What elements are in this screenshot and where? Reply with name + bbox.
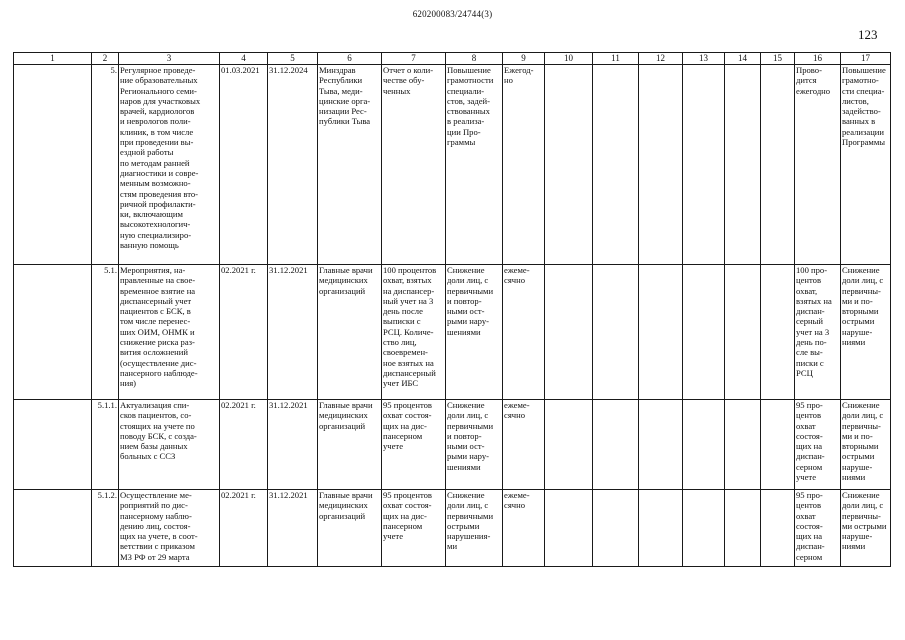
cell-text-line: охват состоя- <box>383 410 432 421</box>
cell-text-line: ежегодно <box>796 85 831 96</box>
cell-col-15 <box>761 490 795 567</box>
cell-text-line: писки с <box>796 357 824 368</box>
cell-text-line: МЗ РФ от 29 марта <box>120 551 190 562</box>
cell-text-line: ние образовательных <box>120 75 198 86</box>
cell-text-line: ветствии с приказом <box>120 541 195 552</box>
cell-text-line: первичны- <box>842 420 881 431</box>
cell-text-line: первичны- <box>842 510 881 521</box>
implementation-status <box>795 265 841 400</box>
cell-col-14 <box>725 265 761 400</box>
cell-text-line: низации Рес- <box>319 106 367 117</box>
cell-text-line: наруше- <box>842 326 873 337</box>
cell-text-line: ниями <box>842 541 866 552</box>
table-row <box>14 265 891 400</box>
cell-text-line: но <box>504 75 513 86</box>
cell-col-14 <box>725 490 761 567</box>
cell-text-line: диспансерный учет <box>120 295 192 306</box>
cell-text-line: медицинских <box>319 410 368 421</box>
cell-text-line: честве обу- <box>383 75 425 86</box>
cell-text-line: медицинских <box>319 275 368 286</box>
indicator <box>382 490 446 567</box>
cell-text-line: пансерном <box>383 430 423 441</box>
cell-text-line: серный <box>796 316 824 327</box>
cell-text-line: стям проведения вто- <box>120 188 199 199</box>
implementation-status <box>795 400 841 490</box>
cell-text-line: Снижение <box>447 265 485 275</box>
cell-text-line: ный учет на 3 <box>383 295 434 306</box>
cell-text-line: врачей, кардиологов <box>120 106 195 117</box>
cell-col-1 <box>14 265 92 400</box>
cell-text-line: Осуществление ме- <box>120 490 192 500</box>
cell-text-line: 95 процентов <box>383 490 432 500</box>
cell-text-line: 95 про- <box>796 400 823 410</box>
cell-col-11 <box>593 400 639 490</box>
end-date: 31.12.2021 <box>268 490 318 567</box>
cell-col-15 <box>761 65 795 265</box>
cell-text-line: первичны- <box>842 285 881 296</box>
cell-text-line: пансерному наблю- <box>120 510 192 521</box>
responsible-party <box>318 265 382 400</box>
cell-text-line: щих на учете, в соот- <box>120 531 198 542</box>
cell-text-line: ствованных <box>447 106 490 117</box>
cell-text-line: щих на дис- <box>383 420 427 431</box>
cell-text-line: острыми <box>447 520 480 531</box>
cell-text-line: ниями <box>842 337 866 348</box>
column-header: 3 <box>119 53 220 65</box>
result-achieved <box>841 65 891 265</box>
cell-text-line: поводу БСК, с созда- <box>120 430 197 441</box>
cell-text-line: стов, задей- <box>447 95 490 106</box>
cell-text-line: временное взятие на <box>120 285 196 296</box>
cell-text-line: Снижение <box>447 490 485 500</box>
column-header: 7 <box>382 53 446 65</box>
cell-text-line: организаций <box>319 420 366 431</box>
cell-text-line: ванных в <box>842 116 876 127</box>
implementation-status <box>795 490 841 567</box>
indicator <box>382 265 446 400</box>
cell-text-line: дению лиц, состоя- <box>120 520 191 531</box>
cell-col-13 <box>683 65 725 265</box>
cell-text-line: охват, взятых <box>383 275 432 286</box>
item-number: 5.1. <box>92 265 119 400</box>
cell-text-line: сле вы- <box>796 347 823 358</box>
result-achieved <box>841 400 891 490</box>
table-row <box>14 400 891 490</box>
cell-text-line: состоя- <box>796 520 823 531</box>
cell-text-line: охват состоя- <box>383 500 432 511</box>
column-header: 14 <box>725 53 761 65</box>
cell-text-line: ниями <box>842 472 866 483</box>
cell-text-line: ную специализиро- <box>120 229 192 240</box>
cell-text-line: ными ост- <box>447 306 485 317</box>
cell-text-line: доли лиц, с <box>842 410 884 421</box>
cell-text-line: сячно <box>504 410 525 421</box>
cell-text-line: и повтор- <box>447 430 482 441</box>
cell-text-line: Тыва, меди- <box>319 85 363 96</box>
cell-text-line: и повтор- <box>447 295 482 306</box>
cell-text-line: Актуализация спи- <box>120 400 190 410</box>
cell-col-12 <box>639 490 683 567</box>
cell-text-line: дится <box>796 75 817 86</box>
expected-result <box>446 265 503 400</box>
cell-text-line: 100 про- <box>796 265 828 275</box>
end-date: 31.12.2024 <box>268 65 318 265</box>
column-header: 8 <box>446 53 503 65</box>
cell-text-line: учете <box>796 472 817 483</box>
activity-description <box>119 265 220 400</box>
responsible-party <box>318 65 382 265</box>
cell-text-line: рыми нару- <box>447 451 490 462</box>
cell-text-line: охват <box>796 420 816 431</box>
cell-text-line: острыми <box>842 316 875 327</box>
cell-text-line: снижение риска раз- <box>120 337 195 348</box>
cell-text-line: наров для участковых <box>120 95 201 106</box>
cell-text-line: и неврологов поли- <box>120 116 191 127</box>
cell-text-line: по методам ранней <box>120 157 190 168</box>
cell-text-line: Регионального семи- <box>120 85 197 96</box>
cell-text-line: правленные на свое- <box>120 275 196 286</box>
cell-text-line: выписки с <box>383 316 421 327</box>
column-header: 17 <box>841 53 891 65</box>
cell-text-line: 95 про- <box>796 490 823 500</box>
cell-text-line: ричной профилакти- <box>120 198 196 209</box>
cell-text-line: наруше- <box>842 461 873 472</box>
column-header: 15 <box>761 53 795 65</box>
cell-text-line: сячно <box>504 500 525 511</box>
cell-col-13 <box>683 265 725 400</box>
cell-text-line: роприятий по дис- <box>120 500 188 511</box>
cell-col-13 <box>683 400 725 490</box>
column-header: 6 <box>318 53 382 65</box>
cell-text-line: в реализа- <box>447 116 485 127</box>
frequency <box>503 265 545 400</box>
cell-text-line: Регулярное проведе- <box>120 65 196 75</box>
cell-text-line: диспан- <box>796 541 825 552</box>
cell-text-line: менным возможно- <box>120 178 191 189</box>
frequency <box>503 490 545 567</box>
responsible-party <box>318 490 382 567</box>
cell-text-line: при проведении вы- <box>120 137 194 148</box>
cell-text-line: ное взятых на <box>383 357 434 368</box>
cell-text-line: шениями <box>447 461 481 472</box>
column-header: 9 <box>503 53 545 65</box>
cell-text-line: нием базы данных <box>120 441 188 452</box>
cell-text-line: ездной работы <box>120 147 174 158</box>
cell-text-line: пациентов с БСК, в <box>120 306 191 317</box>
cell-text-line: ство лиц, <box>383 337 417 348</box>
cell-text-line: острыми <box>842 451 875 462</box>
cell-col-11 <box>593 65 639 265</box>
column-header: 2 <box>92 53 119 65</box>
table-row <box>14 65 891 265</box>
cell-col-1 <box>14 490 92 567</box>
cell-text-line: Главные врачи <box>319 265 373 275</box>
cell-text-line: ежеме- <box>504 490 530 500</box>
cell-text-line: клиник, в том числе <box>120 126 194 137</box>
cell-col-1 <box>14 400 92 490</box>
cell-text-line: своевремен- <box>383 347 428 358</box>
cell-text-line: учет ИБС <box>383 378 419 389</box>
cell-text-line: учет на 3 <box>796 326 830 337</box>
cell-text-line: взятых на <box>796 295 832 306</box>
cell-text-line: учете <box>383 531 404 542</box>
cell-text-line: Отчет о коли- <box>383 65 434 75</box>
cell-text-line: цинские орга- <box>319 95 371 106</box>
cell-text-line: день после <box>383 306 423 317</box>
cell-text-line: сков пациентов, со- <box>120 410 192 421</box>
column-header: 13 <box>683 53 725 65</box>
frequency <box>503 400 545 490</box>
cell-text-line: Прово- <box>796 65 822 75</box>
cell-text-line: грамотности <box>447 75 494 86</box>
cell-text-line: состоя- <box>796 430 823 441</box>
cell-text-line: Республики <box>319 75 363 86</box>
cell-text-line: первичными <box>447 510 494 521</box>
cell-text-line: ции Про- <box>447 126 481 137</box>
cell-text-line: щих на <box>796 531 823 542</box>
cell-text-line: охват <box>796 510 816 521</box>
expected-result <box>446 65 503 265</box>
cell-text-line: ванную помощь <box>120 240 179 251</box>
cell-text-line: медицинских <box>319 500 368 511</box>
cell-text-line: день по- <box>796 337 827 348</box>
result-achieved <box>841 265 891 400</box>
cell-text-line: задейство- <box>842 106 881 117</box>
item-number: 5.1.2. <box>92 490 119 567</box>
start-date: 01.03.2021 <box>220 65 268 265</box>
document-id: 620200083/24744(3) <box>412 9 493 19</box>
expected-result <box>446 490 503 567</box>
start-date: 02.2021 г. <box>220 490 268 567</box>
cell-text-line: доли лиц, с <box>447 410 489 421</box>
cell-text-line: ки, включающим <box>120 209 183 220</box>
column-header: 11 <box>593 53 639 65</box>
end-date: 31.12.2021 <box>268 265 318 400</box>
cell-text-line: (осуществление дис- <box>120 357 197 368</box>
column-number-row <box>14 53 891 65</box>
cell-col-1 <box>14 65 92 265</box>
cell-text-line: ших ОИМ, ОНМК и <box>120 326 195 337</box>
cell-text-line: ми острыми <box>842 520 887 531</box>
cell-col-10 <box>545 490 593 567</box>
cell-text-line: щих на <box>796 441 823 452</box>
start-date: 02.2021 г. <box>220 400 268 490</box>
cell-text-line: Ежегод- <box>504 65 534 75</box>
cell-text-line: наруше- <box>842 531 873 542</box>
cell-text-line: шениями <box>447 326 481 337</box>
cell-text-line: Снижение <box>842 265 880 275</box>
cell-text-line: учете <box>383 441 404 452</box>
cell-text-line: ния) <box>120 378 137 389</box>
indicator <box>382 65 446 265</box>
cell-text-line: публики Тыва <box>319 116 371 127</box>
item-number: 5. <box>92 65 119 265</box>
cell-text-line: доли лиц, с <box>447 500 489 511</box>
cell-text-line: щих на дис- <box>383 510 427 521</box>
cell-text-line: том числе перенес- <box>120 316 191 327</box>
cell-col-11 <box>593 490 639 567</box>
cell-text-line: охват, <box>796 285 818 296</box>
cell-text-line: диагностики и совре- <box>120 167 199 178</box>
cell-text-line: стоящих на учете по <box>120 420 195 431</box>
cell-text-line: серном <box>796 461 823 472</box>
page-number: 123 <box>858 27 878 42</box>
cell-col-13 <box>683 490 725 567</box>
cell-text-line: Минздрав <box>319 65 356 75</box>
cell-text-line: первичными <box>447 420 494 431</box>
cell-col-12 <box>639 65 683 265</box>
cell-text-line: Снижение <box>842 490 880 500</box>
cell-col-10 <box>545 265 593 400</box>
cell-text-line: диспан- <box>796 451 825 462</box>
cell-text-line: первичными <box>447 285 494 296</box>
cell-text-line: вития осложнений <box>120 347 188 358</box>
column-header: 1 <box>14 53 92 65</box>
cell-text-line: ми и по- <box>842 430 873 441</box>
column-header: 10 <box>545 53 593 65</box>
cell-text-line: серном <box>796 551 823 562</box>
frequency <box>503 65 545 265</box>
cell-text-line: на диспансер- <box>383 285 435 296</box>
cell-text-line: ными ост- <box>447 441 485 452</box>
activity-description <box>119 490 220 567</box>
cell-text-line: 95 процентов <box>383 400 432 410</box>
cell-text-line: граммы <box>447 137 476 148</box>
start-date: 02.2021 г. <box>220 265 268 400</box>
cell-text-line: доли лиц, с <box>447 275 489 286</box>
cell-text-line: Повышение <box>842 65 886 75</box>
column-header: 16 <box>795 53 841 65</box>
cell-text-line: РСЦ <box>796 367 813 378</box>
cell-col-12 <box>639 265 683 400</box>
activity-description <box>119 400 220 490</box>
cell-col-15 <box>761 400 795 490</box>
cell-text-line: грамотно- <box>842 75 879 86</box>
cell-text-line: диспан- <box>796 306 825 317</box>
cell-text-line: организаций <box>319 285 366 296</box>
cell-col-14 <box>725 65 761 265</box>
cell-text-line: центов <box>796 500 822 511</box>
cell-text-line: ежеме- <box>504 400 530 410</box>
cell-text-line: Программы <box>842 137 886 148</box>
table-row <box>14 490 891 567</box>
cell-text-line: листов, <box>842 95 869 106</box>
cell-text-line: Повышение <box>447 65 491 75</box>
column-header: 4 <box>220 53 268 65</box>
plan-table <box>13 52 891 567</box>
responsible-party <box>318 400 382 490</box>
cell-text-line: Главные врачи <box>319 490 373 500</box>
cell-text-line: вторными <box>842 441 879 452</box>
cell-col-10 <box>545 400 593 490</box>
cell-text-line: ченных <box>383 85 411 96</box>
cell-text-line: больных с ССЗ <box>120 451 176 462</box>
result-achieved <box>841 490 891 567</box>
cell-text-line: доли лиц, с <box>842 275 884 286</box>
cell-col-15 <box>761 265 795 400</box>
cell-text-line: пансерном <box>383 520 423 531</box>
cell-text-line: вторными <box>842 306 879 317</box>
end-date: 31.12.2021 <box>268 400 318 490</box>
indicator <box>382 400 446 490</box>
cell-text-line: Снижение <box>842 400 880 410</box>
column-header: 5 <box>268 53 318 65</box>
expected-result <box>446 400 503 490</box>
cell-text-line: Мероприятия, на- <box>120 265 186 275</box>
cell-col-14 <box>725 400 761 490</box>
cell-text-line: ми <box>447 541 458 552</box>
cell-text-line: рыми нару- <box>447 316 490 327</box>
cell-col-11 <box>593 265 639 400</box>
activity-description <box>119 65 220 265</box>
cell-text-line: специали- <box>447 85 485 96</box>
cell-text-line: РСЦ. Количе- <box>383 326 434 337</box>
cell-text-line: 100 процентов <box>383 265 437 275</box>
cell-text-line: Снижение <box>447 400 485 410</box>
cell-text-line: высокотехнологич- <box>120 219 191 230</box>
column-header: 12 <box>639 53 683 65</box>
cell-text-line: ежеме- <box>504 265 530 275</box>
cell-text-line: организаций <box>319 510 366 521</box>
cell-col-10 <box>545 65 593 265</box>
cell-text-line: сти специа- <box>842 85 885 96</box>
cell-text-line: реализации <box>842 126 884 137</box>
item-number: 5.1.1. <box>92 400 119 490</box>
cell-text-line: пансерного наблюде- <box>120 367 198 378</box>
implementation-status <box>795 65 841 265</box>
cell-text-line: центов <box>796 275 822 286</box>
cell-text-line: доли лиц, с <box>842 500 884 511</box>
cell-text-line: сячно <box>504 275 525 286</box>
cell-col-12 <box>639 400 683 490</box>
cell-text-line: диспансерный <box>383 367 436 378</box>
cell-text-line: ми и по- <box>842 295 873 306</box>
cell-text-line: Главные врачи <box>319 400 373 410</box>
cell-text-line: центов <box>796 410 822 421</box>
cell-text-line: нарушения- <box>447 531 491 542</box>
